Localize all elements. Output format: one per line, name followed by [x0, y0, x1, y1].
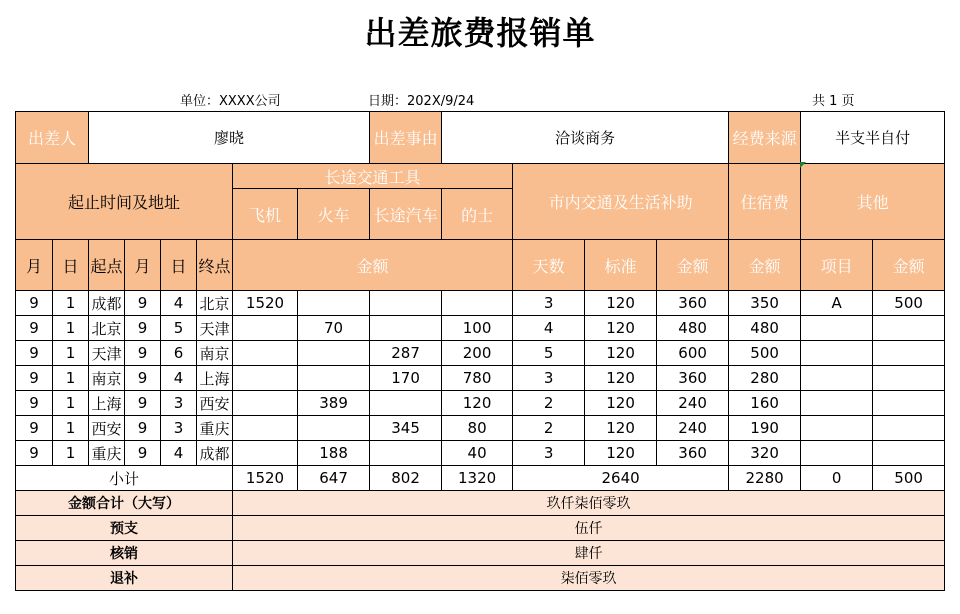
plane-cell[interactable]: [233, 341, 298, 366]
page-count: 共 1 页: [812, 94, 855, 109]
train-cell[interactable]: 188: [298, 441, 370, 466]
month-cell[interactable]: 9: [16, 366, 53, 391]
month2-cell[interactable]: 9: [125, 341, 161, 366]
days-cell[interactable]: 2: [513, 416, 585, 441]
lodging-cell[interactable]: 190: [729, 416, 801, 441]
day2-cell[interactable]: 6: [161, 341, 197, 366]
bus-cell[interactable]: [370, 441, 442, 466]
report-date: 日期：202X/9/24: [368, 94, 475, 109]
traveler-label: 出差人: [16, 112, 89, 164]
month2-cell[interactable]: 9: [125, 391, 161, 416]
plane-cell[interactable]: [233, 391, 298, 416]
comment-marker-icon: [800, 162, 806, 168]
long-transport-header: 长途交通工具: [233, 164, 513, 189]
refund-row: [16, 566, 945, 591]
subtotal-row: [16, 466, 945, 491]
subtotal-plane[interactable]: 1520: [233, 466, 298, 491]
train-cell[interactable]: [298, 416, 370, 441]
standard-cell[interactable]: 120: [585, 316, 657, 341]
month-cell[interactable]: 9: [16, 416, 53, 441]
city-amount-header: 金额: [657, 240, 729, 291]
to-cell[interactable]: 西安: [197, 391, 233, 416]
other-cell[interactable]: [873, 366, 945, 391]
to-cell[interactable]: 北京: [197, 291, 233, 316]
taxi-header: 的士: [442, 189, 513, 240]
day2-cell[interactable]: 5: [161, 316, 197, 341]
month2-cell[interactable]: 9: [125, 316, 161, 341]
day-cell[interactable]: 1: [53, 341, 89, 366]
item-cell[interactable]: [801, 416, 873, 441]
taxi-cell[interactable]: 120: [442, 391, 513, 416]
funding-value[interactable]: 半支半自付: [801, 112, 945, 164]
standard-cell[interactable]: 120: [585, 291, 657, 316]
transport-amount-header: 金额: [233, 240, 513, 291]
total-row: [16, 491, 945, 516]
from-cell[interactable]: 西安: [89, 416, 125, 441]
subtotal-label: 小计: [16, 466, 233, 491]
subtotal-train[interactable]: 647: [298, 466, 370, 491]
header-row-3: [16, 240, 945, 291]
day-header: 日: [53, 240, 89, 291]
subtotal-other[interactable]: 500: [873, 466, 945, 491]
reimbursement-table: [15, 111, 945, 591]
month-cell[interactable]: 9: [16, 291, 53, 316]
day2-header: 日: [161, 240, 197, 291]
taxi-cell[interactable]: 40: [442, 441, 513, 466]
city-allowance-header: 市内交通及生活补助: [513, 164, 729, 240]
bus-header: 长途汽车: [370, 189, 442, 240]
from-header: 起点: [89, 240, 125, 291]
other-amount-header: 金额: [873, 240, 945, 291]
table-row: [16, 316, 945, 341]
from-cell[interactable]: 天津: [89, 341, 125, 366]
taxi-cell[interactable]: 780: [442, 366, 513, 391]
item-header: 项目: [801, 240, 873, 291]
table-row: [16, 391, 945, 416]
train-cell[interactable]: [298, 341, 370, 366]
advance-label: 预支: [16, 516, 233, 541]
subtotal-item[interactable]: 0: [801, 466, 873, 491]
city-amount-cell[interactable]: 360: [657, 291, 729, 316]
month-cell[interactable]: 9: [16, 391, 53, 416]
day2-cell[interactable]: 4: [161, 441, 197, 466]
days-cell[interactable]: 4: [513, 316, 585, 341]
bus-cell[interactable]: 287: [370, 341, 442, 366]
taxi-cell[interactable]: 100: [442, 316, 513, 341]
verify-value[interactable]: 肆仟: [233, 541, 945, 566]
taxi-cell[interactable]: 80: [442, 416, 513, 441]
subtotal-bus[interactable]: 802: [370, 466, 442, 491]
standard-header: 标准: [585, 240, 657, 291]
train-cell[interactable]: [298, 291, 370, 316]
days-cell[interactable]: 5: [513, 341, 585, 366]
refund-value[interactable]: 柒佰零玖: [233, 566, 945, 591]
city-amount-cell[interactable]: 600: [657, 341, 729, 366]
days-cell[interactable]: 3: [513, 441, 585, 466]
advance-row: [16, 516, 945, 541]
city-amount-cell[interactable]: 360: [657, 366, 729, 391]
time-place-header: 起止时间及地址: [16, 164, 233, 240]
plane-header: 飞机: [233, 189, 298, 240]
bus-cell[interactable]: [370, 291, 442, 316]
other-cell[interactable]: 500: [873, 291, 945, 316]
train-cell[interactable]: [298, 366, 370, 391]
days-cell[interactable]: 3: [513, 366, 585, 391]
plane-cell[interactable]: [233, 366, 298, 391]
standard-cell[interactable]: 120: [585, 341, 657, 366]
subtotal-lodging[interactable]: 2280: [729, 466, 801, 491]
total-value[interactable]: 玖仟柒佰零玖: [233, 491, 945, 516]
lodging-header: 住宿费: [729, 164, 801, 240]
month-cell[interactable]: 9: [16, 316, 53, 341]
day2-cell[interactable]: 4: [161, 291, 197, 316]
reason-label: 出差事由: [370, 112, 442, 164]
plane-cell[interactable]: [233, 316, 298, 341]
subtotal-city[interactable]: 2640: [513, 466, 729, 491]
month2-header: 月: [125, 240, 161, 291]
lodging-cell[interactable]: 500: [729, 341, 801, 366]
month2-cell[interactable]: 9: [125, 366, 161, 391]
bus-cell[interactable]: 170: [370, 366, 442, 391]
day2-cell[interactable]: 4: [161, 366, 197, 391]
city-amount-cell[interactable]: 240: [657, 391, 729, 416]
item-cell[interactable]: [801, 391, 873, 416]
plane-cell[interactable]: [233, 441, 298, 466]
other-cell[interactable]: [873, 441, 945, 466]
table-row: [16, 441, 945, 466]
train-cell[interactable]: 389: [298, 391, 370, 416]
taxi-cell[interactable]: 200: [442, 341, 513, 366]
item-cell[interactable]: A: [801, 291, 873, 316]
bus-cell[interactable]: [370, 391, 442, 416]
data-rows: [16, 291, 945, 466]
day2-cell[interactable]: 3: [161, 391, 197, 416]
to-cell[interactable]: 重庆: [197, 416, 233, 441]
bus-cell[interactable]: [370, 316, 442, 341]
to-cell[interactable]: 天津: [197, 316, 233, 341]
page-title: 出差旅费报销单: [364, 14, 596, 52]
item-cell[interactable]: [801, 441, 873, 466]
info-row: [16, 112, 945, 164]
standard-cell[interactable]: 120: [585, 391, 657, 416]
lodging-cell[interactable]: 160: [729, 391, 801, 416]
month2-cell[interactable]: 9: [125, 416, 161, 441]
days-header: 天数: [513, 240, 585, 291]
day-cell[interactable]: 1: [53, 441, 89, 466]
day-cell[interactable]: 1: [53, 416, 89, 441]
bus-cell[interactable]: 345: [370, 416, 442, 441]
item-cell[interactable]: [801, 366, 873, 391]
other-cell[interactable]: [873, 316, 945, 341]
month2-cell[interactable]: 9: [125, 291, 161, 316]
to-cell[interactable]: 成都: [197, 441, 233, 466]
plane-cell[interactable]: [233, 416, 298, 441]
day-cell[interactable]: 1: [53, 391, 89, 416]
from-cell[interactable]: 上海: [89, 391, 125, 416]
from-cell[interactable]: 成都: [89, 291, 125, 316]
company-unit: 单位：XXXX公司: [180, 94, 281, 109]
other-cell[interactable]: [873, 391, 945, 416]
subtotal-taxi[interactable]: 1320: [442, 466, 513, 491]
city-amount-cell[interactable]: 360: [657, 441, 729, 466]
other-header: 其他: [801, 164, 945, 240]
lodging-cell[interactable]: 480: [729, 316, 801, 341]
to-header: 终点: [197, 240, 233, 291]
from-cell[interactable]: 北京: [89, 316, 125, 341]
verify-row: [16, 541, 945, 566]
standard-cell[interactable]: 120: [585, 416, 657, 441]
taxi-cell[interactable]: [442, 291, 513, 316]
day-cell[interactable]: 1: [53, 366, 89, 391]
item-cell[interactable]: [801, 341, 873, 366]
funding-label: 经费来源: [729, 112, 801, 164]
lodging-amount-header: 金额: [729, 240, 801, 291]
table-row: [16, 341, 945, 366]
from-cell[interactable]: 重庆: [89, 441, 125, 466]
traveler-value[interactable]: 廖晓: [89, 112, 370, 164]
standard-cell[interactable]: 120: [585, 441, 657, 466]
verify-label: 核销: [16, 541, 233, 566]
table-row: [16, 291, 945, 316]
day-cell[interactable]: 1: [53, 291, 89, 316]
to-cell[interactable]: 上海: [197, 366, 233, 391]
train-header: 火车: [298, 189, 370, 240]
to-cell[interactable]: 南京: [197, 341, 233, 366]
day-cell[interactable]: 1: [53, 316, 89, 341]
day2-cell[interactable]: 3: [161, 416, 197, 441]
days-cell[interactable]: 3: [513, 291, 585, 316]
city-amount-cell[interactable]: 480: [657, 316, 729, 341]
month2-cell[interactable]: 9: [125, 441, 161, 466]
other-cell[interactable]: [873, 416, 945, 441]
table-row: [16, 366, 945, 391]
from-cell[interactable]: 南京: [89, 366, 125, 391]
lodging-cell[interactable]: 350: [729, 291, 801, 316]
month-cell[interactable]: 9: [16, 441, 53, 466]
standard-cell[interactable]: 120: [585, 366, 657, 391]
reason-value[interactable]: 洽谈商务: [442, 112, 729, 164]
month-cell[interactable]: 9: [16, 341, 53, 366]
other-cell[interactable]: [873, 341, 945, 366]
train-cell[interactable]: 70: [298, 316, 370, 341]
table-row: [16, 416, 945, 441]
lodging-cell[interactable]: 280: [729, 366, 801, 391]
city-amount-cell[interactable]: 240: [657, 416, 729, 441]
item-cell[interactable]: [801, 316, 873, 341]
month-header: 月: [16, 240, 53, 291]
refund-label: 退补: [16, 566, 233, 591]
advance-value[interactable]: 伍仟: [233, 516, 945, 541]
lodging-cell[interactable]: 320: [729, 441, 801, 466]
plane-cell[interactable]: 1520: [233, 291, 298, 316]
total-label: 金额合计（大写）: [16, 491, 233, 516]
days-cell[interactable]: 2: [513, 391, 585, 416]
